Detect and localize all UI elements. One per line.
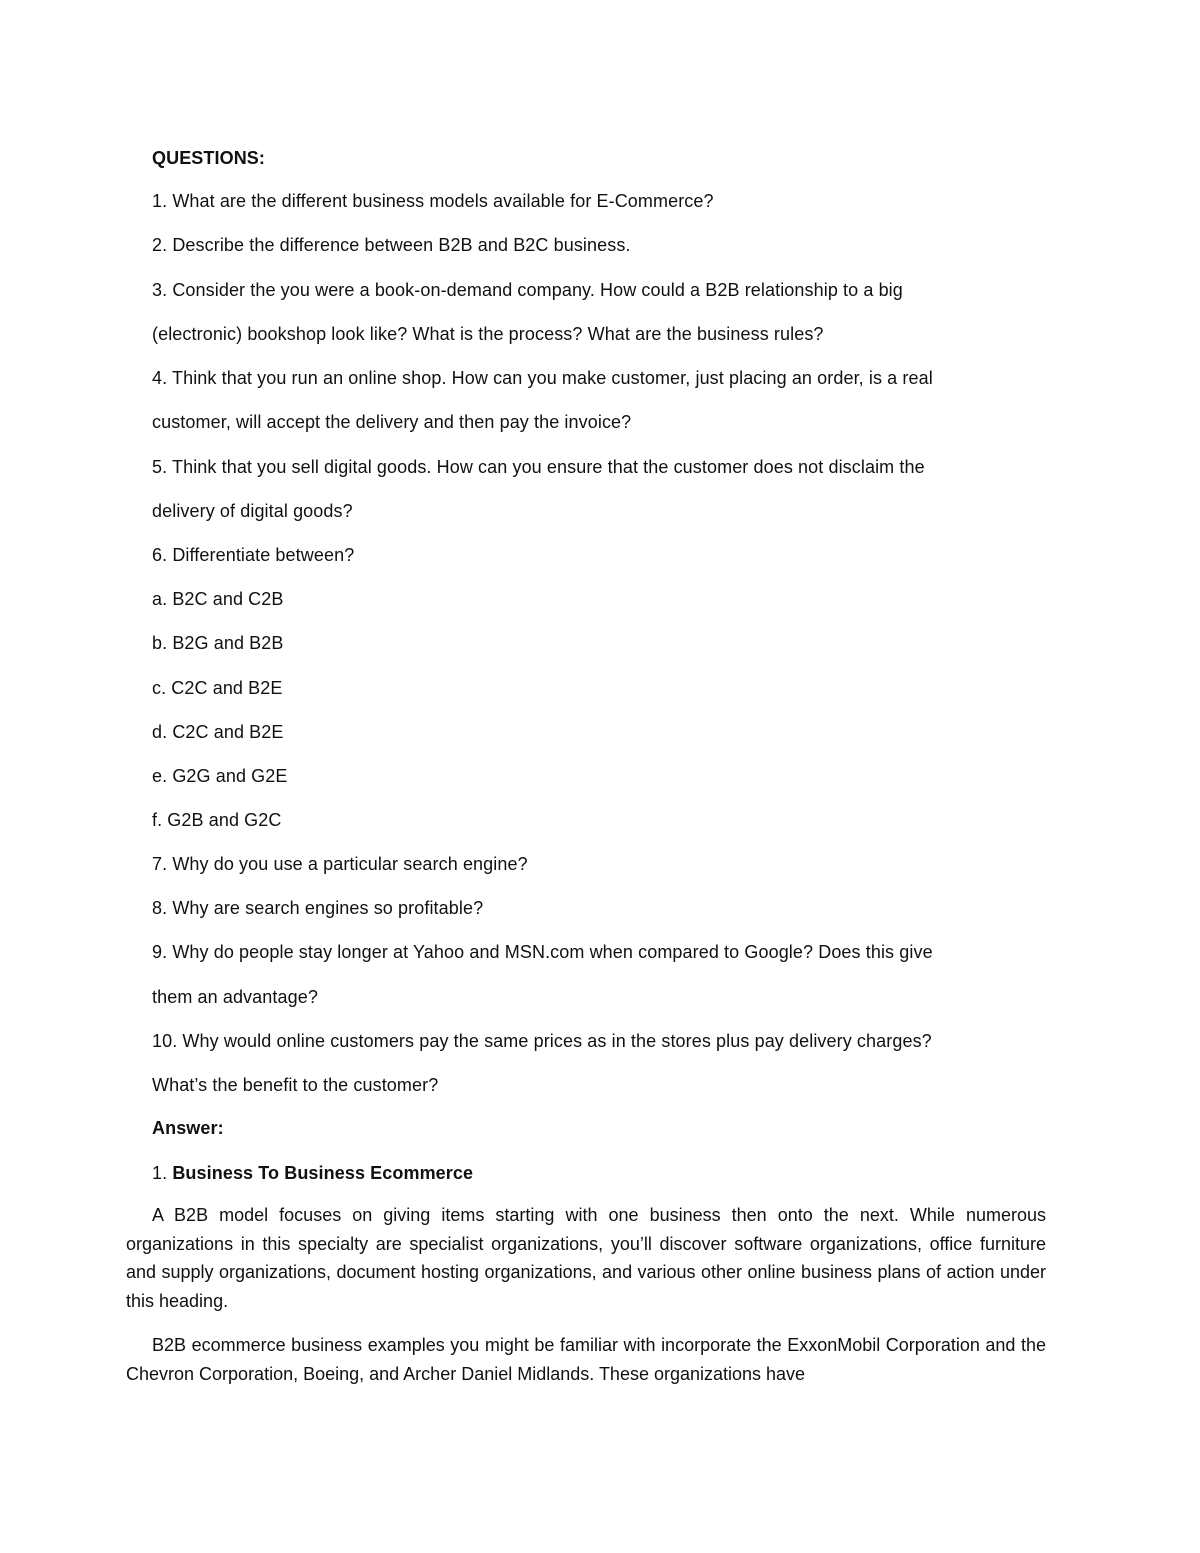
question-line: them an advantage? [152, 987, 318, 1007]
answer-item-number: 1. [152, 1163, 173, 1183]
question-line: 8. Why are search engines so profitable? [152, 898, 484, 918]
question-line: (electronic) bookshop look like? What is the process? What are the business rules? [152, 324, 824, 344]
questions-heading: QUESTIONS: [152, 148, 266, 168]
question-line: customer, will accept the delivery and then pay the invoice? [152, 412, 632, 432]
question-line: 1. What are the different business models available for E-Commerce? [152, 191, 714, 211]
question-subitem: d. C2C and B2E [152, 722, 284, 742]
question-subitem: f. G2B and G2C [152, 810, 282, 830]
question-line: 4. Think that you run an online shop. How can you make customer, just placing an order, is a real [152, 368, 933, 388]
question-line: 6. Differentiate between? [152, 545, 355, 565]
question-subitem: b. B2G and B2B [152, 633, 284, 653]
question-line: 7. Why do you use a particular search engine? [152, 854, 528, 874]
question-line: 3. Consider the you were a book-on-demand company. How could a B2B relationship to a big [152, 280, 903, 300]
question-subitem: c. C2C and B2E [152, 678, 283, 698]
answer-paragraph: A B2B model focuses on giving items starting with one business then onto the next. While numerous organizations in this specialty are specialist organizations, you’ll discover software organizations, office furniture and supply organizations, document hosting organizations, and various other online business plans of action under this heading. [126, 1205, 1046, 1311]
answer-heading: Answer: [152, 1118, 224, 1138]
answer-item-title-text: Business To Business Ecommerce [172, 1163, 474, 1183]
question-subitem: e. G2G and G2E [152, 766, 288, 786]
question-line: 10. Why would online customers pay the same prices as in the stores plus pay delivery charges? [152, 1031, 932, 1051]
question-line: 9. Why do people stay longer at Yahoo and MSN.com when compared to Google? Does this give [152, 942, 933, 962]
answer-paragraph: B2B ecommerce business examples you might be familiar with incorporate the ExxonMobil Corporation and the Chevron Corporation, Boeing, and Archer Daniel Midlands. These organizations have [126, 1335, 1046, 1384]
answer-item-title [152, 1162, 473, 1184]
question-line: 5. Think that you sell digital goods. How can you ensure that the customer does not disclaim the [152, 457, 925, 477]
question-subitem: a. B2C and C2B [152, 589, 284, 609]
question-line: delivery of digital goods? [152, 501, 353, 521]
question-line: 2. Describe the difference between B2B and B2C business. [152, 235, 631, 255]
question-line: What’s the benefit to the customer? [152, 1075, 439, 1095]
